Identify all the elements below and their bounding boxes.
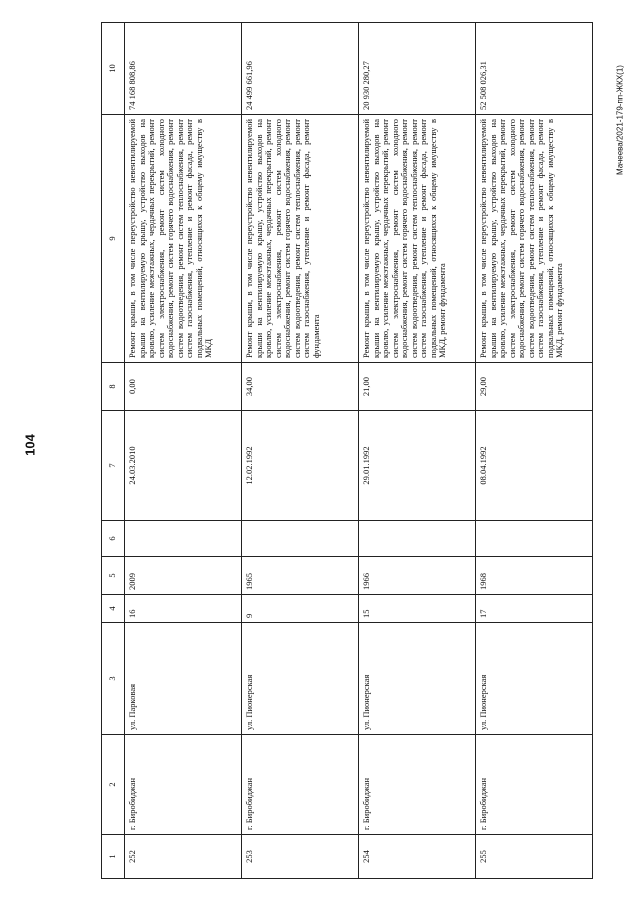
document-reference: Мачеева/2021-179-пп-ЖКХ(1) xyxy=(615,65,625,175)
column-header: 5 xyxy=(102,557,125,595)
column-header: 4 xyxy=(102,595,125,623)
column-header: 6 xyxy=(102,521,125,557)
column-header: 1 xyxy=(102,835,125,879)
date-cell: 08.04.1992 xyxy=(476,411,593,521)
city-cell: г. Биробиджан xyxy=(242,735,359,835)
house-cell: 17 xyxy=(476,595,593,623)
house-cell: 15 xyxy=(359,595,476,623)
column-header: 8 xyxy=(102,363,125,411)
house-cell: 9 xyxy=(242,595,359,623)
cost-cell: 20 930 280,27 xyxy=(359,23,476,115)
wear-cell: 29,00 xyxy=(476,363,593,411)
column-header: 10 xyxy=(102,23,125,115)
column-6-cell xyxy=(476,521,593,557)
works-cell: Ремонт крыши, в том числе переустройство невентилируемой крыши на вентилируемую крышу, устройство выходов на кровлю, усиление межэтажных, чердачных перекрытий, ремонт систем электроснабжения, ремонт систем холодного водоснабжения, ремонт систем горячего водоснабжения, ремонт систем водоотведения, ремонт систем теплоснабжения, ремонт систем газоснабжения, утепление и ремонт фасада, ремонт подвальных помещений, относящихся к общему имуществу в МКД, ремонт фундамента xyxy=(359,115,476,363)
header-row xyxy=(102,23,125,879)
year-cell: 2009 xyxy=(125,557,242,595)
column-6-cell xyxy=(125,521,242,557)
column-header: 3 xyxy=(102,623,125,735)
table-row xyxy=(476,23,593,879)
city-cell: г. Биробиджан xyxy=(359,735,476,835)
row-number: 252 xyxy=(125,835,242,879)
year-cell: 1966 xyxy=(359,557,476,595)
column-6-cell xyxy=(242,521,359,557)
street-cell: ул. Пионерская xyxy=(476,623,593,735)
wear-cell: 0,00 xyxy=(125,363,242,411)
wear-cell: 21,00 xyxy=(359,363,476,411)
works-cell: Ремонт крыши, в том числе переустройство невентилируемой крыши на вентилируемую крышу, устройство выходов на кровлю, усиление межэтажных, чердачных перекрытий, ремонт систем электроснабжения, ремонт систем холодного водоснабжения, ремонт систем горячего водоснабжения, ремонт систем водоотведения, ремонт систем теплоснабжения, ремонт систем газоснабжения, утепление и ремонт фасада, ремонт подвальных помещений, относящихся к общему имуществу в МКД, ремонт фундамента xyxy=(476,115,593,363)
year-cell: 1965 xyxy=(242,557,359,595)
table-row xyxy=(125,23,242,879)
street-cell: ул. Пионерская xyxy=(242,623,359,735)
row-number: 255 xyxy=(476,835,593,879)
table-row xyxy=(359,23,476,879)
cost-cell: 24 499 661,96 xyxy=(242,23,359,115)
works-cell: Ремонт крыши, в том числе переустройство невентилируемой крыши на вентилируемую крышу, устройство выходов на кровлю, усиление межэтажных, чердачных перекрытий, ремонт систем электроснабжения, ремонт систем холодного водоснабжения, ремонт систем горячего водоснабжения, ремонт систем водоотведения, ремонт систем теплоснабжения, ремонт систем газоснабжения, утепление и ремонт фасада, ремонт фундамента xyxy=(242,115,359,363)
table-row xyxy=(242,23,359,879)
city-cell: г. Биробиджан xyxy=(125,735,242,835)
street-cell: ул. Пионерская xyxy=(359,623,476,735)
wear-cell: 34,00 xyxy=(242,363,359,411)
street-cell: ул. Парковая xyxy=(125,623,242,735)
column-header: 7 xyxy=(102,411,125,521)
cost-cell: 52 508 026,31 xyxy=(476,23,593,115)
works-cell: Ремонт крыши, в том числе переустройство невентилируемой крыши на вентилируемую крышу, устройство выходов на кровлю, усиление межэтажных, чердачных перекрытий, ремонт систем электроснабжения, ремонт систем холодного водоснабжения, ремонт систем горячего водоснабжения, ремонт систем водоотведения, ремонт систем теплоснабжения, ремонт систем газоснабжения, утепление и ремонт фасада, ремонт подвальных помещений, относящихся к общему имуществу в МКД xyxy=(125,115,242,363)
date-cell: 24.03.2010 xyxy=(125,411,242,521)
city-cell: г. Биробиджан xyxy=(476,735,593,835)
house-cell: 16 xyxy=(125,595,242,623)
column-6-cell xyxy=(359,521,476,557)
column-header: 2 xyxy=(102,735,125,835)
year-cell: 1968 xyxy=(476,557,593,595)
date-cell: 12.02.1992 xyxy=(242,411,359,521)
page-number: 104 xyxy=(22,434,38,456)
date-cell: 29.01.1992 xyxy=(359,411,476,521)
row-number: 253 xyxy=(242,835,359,879)
repair-program-table xyxy=(101,22,593,879)
cost-cell: 74 168 808,86 xyxy=(125,23,242,115)
row-number: 254 xyxy=(359,835,476,879)
table-container xyxy=(101,23,591,879)
column-header: 9 xyxy=(102,115,125,363)
